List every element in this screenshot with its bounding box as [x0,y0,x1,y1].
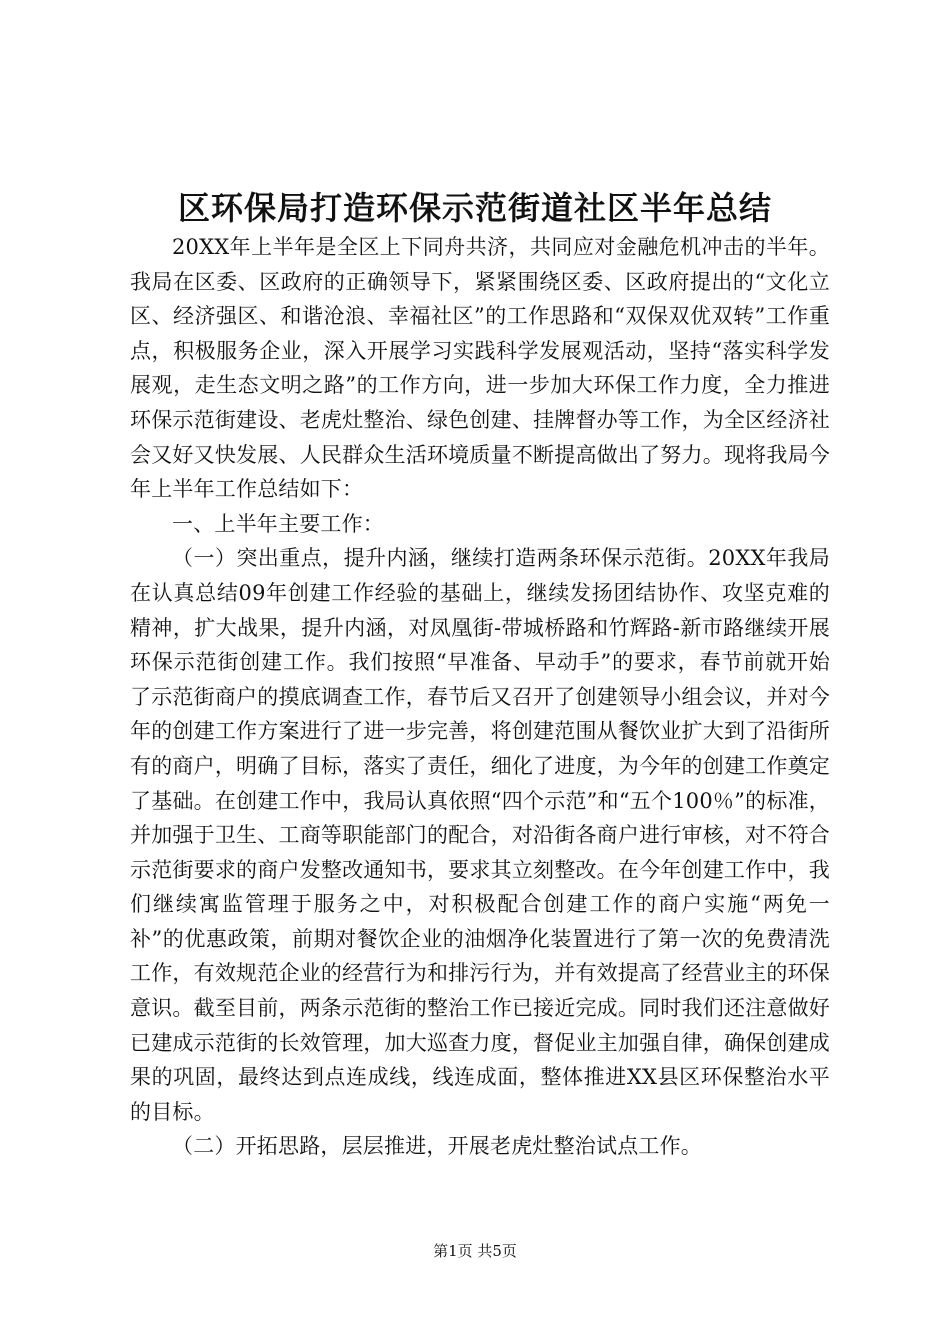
document-title: 区环保局打造环保示范街道社区半年总结 [177,189,772,227]
paragraph-intro: 20XX年上半年是全区上下同舟共济，共同应对金融危机冲击的半年。我局在区委、区政府的正确领导下，紧紧围绕区委、区政府提出的“文化立区、经济强区、和谐沧浪、幸福社区”的工作思路和“双保双优双转”工作重点，积极服务企业，深入开展学习实践科学发展观活动，坚持“落实科学发展观，走生态文明之路”的工作方向，进一步加大环保工作力度，全力推进环保示范街建设、老虎灶整治、绿色创建、挂牌督办等工作，为全区经济社会又好又快发展、人民群众生活环境质量不断提高做出了努力。现将我局今年上半年工作总结如下： [130,235,830,502]
paragraph-section-1: （一）突出重点，提升内涵，继续打造两条环保示范街。20XX年我局在认真总结09年创建工作经验的基础上，继续发扬团结协作、攻坚克难的精神，扩大战果，提升内涵，对凤凰街-带城桥路和竹辉路-新市路继续开展环保示范街创建工作。我们按照“早准备、早动手”的要求，春节前就开始了示范街商户的摸底调查工作，春节后又召开了创建领导小组会议，并对今年的创建工作方案进行了进一步完善，将创建范围从餐饮业扩大到了沿街所有的商户，明确了目标，落实了责任，细化了进度，为今年的创建工作奠定了基础。在创建工作中，我局认真依照“四个示范”和“五个100％”的标准，并加强于卫生、工商等职能部门的配合，对沿街各商户进行审核，对不符合示范街要求的商户发整改通知书，要求其立刻整改。在今年创建工作中，我们继续寓监管理于服务之中，对积极配合创建工作的商户实施“两免一补”的优惠政策，前期对餐饮企业的油烟净化装置进行了第一次的免费清洗工作，有效规范企业的经营行为和排污行为，并有效提高了经营业主的环保意识。截至目前，两条示范街的整治工作已接近完成。同时我们还注意做好已建成示范街的长效管理，加大巡查力度，督促业主加强自律，确保创建成果的巩固，最终达到点连成线，线连成面，整体推进XX县区环保整治水平的目标。 [130,546,830,1124]
section-heading: 一、上半年主要工作： [172,511,384,536]
document-body [130,230,830,1164]
page-number: 第1页 共5页 [433,1242,517,1260]
paragraph-section-2-heading: （二）开拓思路，层层推进，开展老虎灶整治试点工作。 [172,1134,702,1159]
